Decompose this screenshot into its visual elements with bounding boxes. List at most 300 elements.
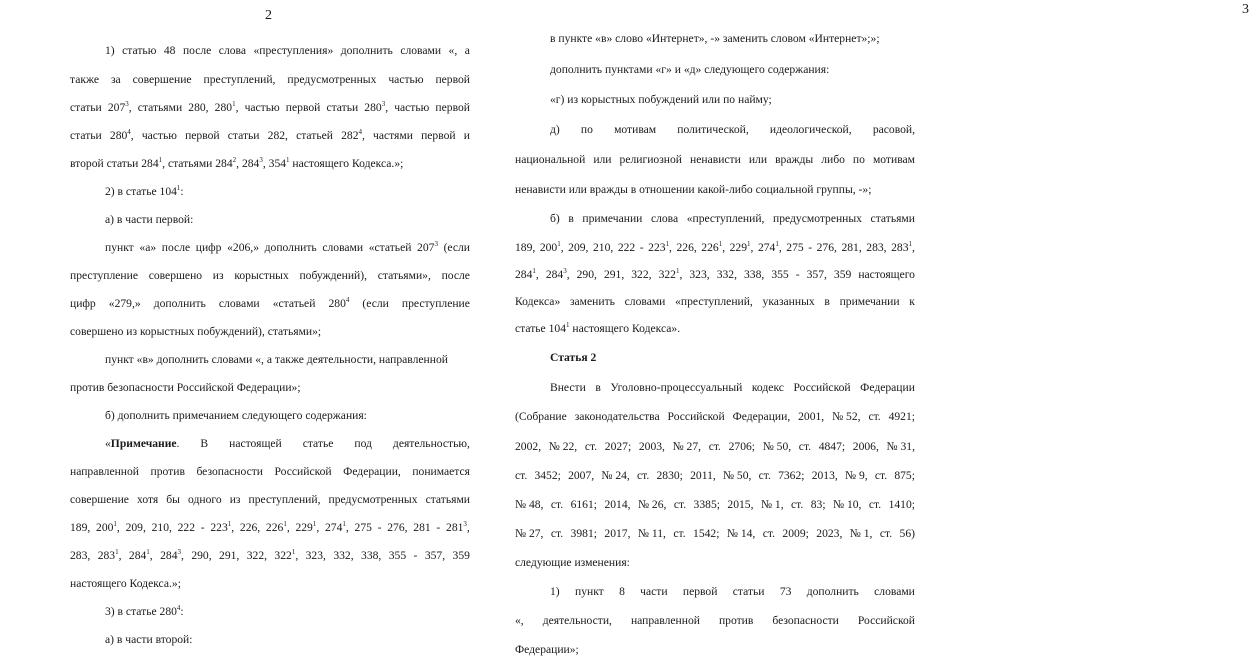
word: статьей <box>296 129 333 142</box>
word: против <box>150 465 185 478</box>
word: 281 <box>413 521 431 534</box>
word: мотивам <box>614 123 657 136</box>
word: в <box>595 381 601 394</box>
word: религиозной <box>619 153 683 166</box>
word: словами <box>322 241 364 254</box>
text-line <box>515 440 915 454</box>
word: 73 <box>779 585 792 598</box>
word: и <box>463 129 470 142</box>
word: безопасности <box>196 465 263 478</box>
word: 357, <box>806 268 827 281</box>
word: 48 <box>163 44 176 57</box>
word: настоящей <box>229 437 282 450</box>
word: б) <box>550 212 560 225</box>
word: деятельностью, <box>392 437 470 450</box>
word: «, <box>448 44 458 57</box>
word: Российской <box>857 614 915 627</box>
word: настоящего <box>858 268 915 281</box>
word: - <box>413 549 418 562</box>
word: примечании <box>839 295 900 308</box>
word: 189, <box>515 241 536 254</box>
word: после <box>441 269 470 282</box>
word: в <box>568 212 574 225</box>
word: 290, <box>576 268 597 281</box>
word: частью <box>388 73 424 86</box>
word: Внести <box>550 381 586 394</box>
word: 323, <box>305 549 326 562</box>
word: 1) <box>550 585 560 598</box>
word: 282, <box>267 129 288 142</box>
word: Российской <box>274 465 332 478</box>
word: $282^4$, <box>341 128 365 142</box>
word: «статьей <box>368 241 412 254</box>
word: $229^1$, <box>295 520 320 534</box>
word: преступлений, <box>203 73 276 86</box>
word: 322, <box>631 268 652 281</box>
word: Федерации, <box>343 465 401 478</box>
word: одного <box>188 493 222 506</box>
word: против <box>718 614 754 627</box>
word: $281^3$, <box>446 520 470 534</box>
word: 4847; <box>818 440 846 453</box>
word: 4921; <box>888 410 915 423</box>
word: (если <box>362 297 389 310</box>
word: частью <box>141 129 177 142</box>
word: словами <box>624 295 666 308</box>
word: $322^1$, <box>274 548 299 562</box>
word: «Примечание. <box>105 437 180 450</box>
text-line <box>70 73 470 87</box>
text-line <box>105 44 470 58</box>
text-line <box>515 295 915 309</box>
word: - <box>808 241 813 254</box>
word: побуждений), <box>299 269 367 282</box>
text-line: против безопасности Российской Федерации»; <box>70 381 301 394</box>
word: законодательства <box>574 410 660 423</box>
word: № 24, <box>601 469 630 482</box>
word: $284^1$, <box>515 267 539 281</box>
word: № 10, <box>832 498 862 511</box>
word: - <box>436 521 441 534</box>
word: 226, <box>676 241 697 254</box>
word: - <box>639 241 644 254</box>
word: 291, <box>219 549 240 562</box>
word: указанных <box>762 295 815 308</box>
word: понимается <box>412 465 470 478</box>
word: заменить <box>569 295 615 308</box>
word: $284^3$, <box>545 267 570 281</box>
word: также <box>70 73 99 86</box>
word: а <box>464 44 470 57</box>
word: первой <box>185 129 220 142</box>
word: Кодекса» <box>515 295 561 308</box>
word: 2014, <box>604 498 631 511</box>
word: преступлений, <box>248 493 321 506</box>
word: 226, <box>239 521 261 534</box>
word: за <box>110 73 121 86</box>
word: 283, <box>70 549 91 562</box>
word: $280^4$ <box>328 296 350 310</box>
word: 6161; <box>570 498 597 511</box>
word: примечании <box>582 212 643 225</box>
word: $283^1$, <box>97 548 122 562</box>
word: 322, <box>246 549 268 562</box>
word: дополнить <box>264 241 317 254</box>
word: статьи <box>70 129 102 142</box>
word: 355 <box>771 268 789 281</box>
word: ст. <box>637 469 650 482</box>
word: $322^1$, <box>658 267 683 281</box>
text-line: а) в части первой: <box>105 213 194 226</box>
word: предусмотренных <box>773 212 862 225</box>
word: статьями», <box>377 269 431 282</box>
text-line <box>105 437 470 451</box>
word: № 52, <box>832 410 861 423</box>
word: 283, <box>866 241 887 254</box>
word: статью <box>122 44 157 57</box>
text-line: «г) из корыстных побуждений или по найму; <box>550 93 772 106</box>
word: дополнить <box>806 585 859 598</box>
text-line: совершено из корыстных побуждений), статьями»; <box>70 325 322 338</box>
word: 357, <box>424 549 446 562</box>
text-line <box>70 129 470 143</box>
word: идеологической, <box>769 123 852 136</box>
text-line <box>70 101 470 115</box>
word: 2006, <box>852 440 879 453</box>
word: «преступлений, <box>675 295 753 308</box>
word: 280, <box>188 101 209 114</box>
word: № 50, <box>722 469 752 482</box>
word: 189, <box>70 521 91 534</box>
word: 875; <box>894 469 915 482</box>
word: 1410; <box>888 498 915 511</box>
word: - <box>377 521 382 534</box>
word: 3385; <box>693 498 720 511</box>
word: 359 <box>452 549 470 562</box>
word: № 48, <box>515 498 544 511</box>
word: № 50, <box>762 440 792 453</box>
word: № 22, <box>548 440 578 453</box>
word: после <box>182 44 212 57</box>
word: корыстных <box>234 269 289 282</box>
word: $280^4$, <box>109 128 134 142</box>
text-line <box>515 498 915 512</box>
word: по <box>852 153 865 166</box>
word: «279,» <box>108 297 141 310</box>
word: ст. <box>874 469 888 482</box>
text-line <box>550 212 915 226</box>
word: статьи <box>227 129 260 142</box>
word: ст. <box>515 469 528 482</box>
word: 83; <box>810 498 826 511</box>
word: безопасности <box>772 614 839 627</box>
word: первой <box>435 101 470 114</box>
word: 2002, <box>515 440 542 453</box>
word: 359 <box>833 268 852 281</box>
word: ст. <box>868 498 882 511</box>
word: либо <box>821 153 845 166</box>
word: под <box>354 437 372 450</box>
word: 1) <box>105 44 115 57</box>
word: мотивам <box>872 153 915 166</box>
word: 56) <box>899 527 915 540</box>
word: совершение <box>70 493 129 506</box>
word: слова <box>218 44 246 57</box>
text-line <box>70 269 470 283</box>
word: 338, <box>361 549 382 562</box>
text-line <box>515 268 915 282</box>
word: 2001, <box>798 410 825 423</box>
word: 2009; <box>782 527 809 540</box>
word: словами <box>218 297 260 310</box>
word: № 9, <box>845 469 868 482</box>
text-line <box>515 469 915 483</box>
word: (если <box>443 241 470 254</box>
word: бы <box>166 493 180 506</box>
word: 209, <box>125 521 146 534</box>
page-number: 2 <box>265 8 272 23</box>
word: $284^3$, <box>160 548 184 562</box>
word: № 14, <box>726 527 756 540</box>
word: ст. <box>762 527 775 540</box>
word: статьи <box>732 585 765 598</box>
word: 323, <box>689 268 710 281</box>
text-line: Федерации»; <box>515 643 579 656</box>
text-line: статье $104^1$ настоящего Кодекса». <box>515 321 681 335</box>
word: $200^1$, <box>539 240 564 254</box>
word: 1542; <box>693 527 720 540</box>
word: $280^1$, <box>214 100 239 114</box>
word: № 27, <box>672 440 702 453</box>
word: 3981; <box>570 527 597 540</box>
word: «а» <box>139 241 157 254</box>
word: словами <box>874 585 915 598</box>
word: 209, <box>568 241 589 254</box>
word: 355 <box>388 549 407 562</box>
word: - <box>200 521 205 534</box>
text-line <box>70 493 470 507</box>
word: ст. <box>550 527 564 540</box>
word: направленной <box>70 465 140 478</box>
word: предусмотренных <box>328 493 418 506</box>
text-line <box>515 241 915 255</box>
word: $226^1$, <box>701 240 726 254</box>
word: ст. <box>584 440 598 453</box>
word: ст. <box>791 498 804 511</box>
word: цифр <box>70 297 96 310</box>
word: «статьей <box>272 297 316 310</box>
word: $223^1$, <box>648 240 672 254</box>
word: статьями <box>870 212 915 225</box>
document-page-right <box>500 0 1249 656</box>
text-line <box>70 465 470 479</box>
word: пункт <box>574 585 604 598</box>
word: 210, <box>151 521 172 534</box>
word: 275 <box>786 241 804 254</box>
word: 2830; <box>656 469 683 482</box>
word: политической, <box>677 123 749 136</box>
word: 290, <box>191 549 212 562</box>
word: № 1, <box>760 498 784 511</box>
word: частями <box>373 129 413 142</box>
word: 276, <box>387 521 408 534</box>
word: ст. <box>708 440 721 453</box>
word: Российской <box>793 381 851 394</box>
word: дополнить <box>153 297 206 310</box>
word: ст. <box>798 440 812 453</box>
word: № 11, <box>637 527 666 540</box>
text-line <box>550 381 915 395</box>
word: ст. <box>758 469 771 482</box>
word: слова <box>650 212 679 225</box>
word: 276, <box>816 241 837 254</box>
word: $280^3$, <box>364 100 389 114</box>
word: $274^1$, <box>324 520 349 534</box>
word: 275 <box>354 521 372 534</box>
word: ст. <box>550 498 564 511</box>
word: ст. <box>879 527 893 540</box>
word: 210, <box>592 241 614 254</box>
text-line <box>515 614 915 628</box>
word: преступление <box>401 297 470 310</box>
word: «преступлений, <box>686 212 765 225</box>
word: 7362; <box>778 469 805 482</box>
text-line: пункт «в» дополнить словами «, а также деятельности, направленной <box>105 353 448 366</box>
word: Федерации, <box>732 410 791 423</box>
word: статьи <box>70 101 102 114</box>
word: $274^1$, <box>757 240 782 254</box>
text-line: 2) в статье $104^1$: <box>105 184 184 198</box>
word: «, <box>515 614 524 627</box>
text-line: б) дополнить примечанием следующего содержания: <box>105 409 367 422</box>
text-line: 3) в статье $280^4$: <box>105 604 184 618</box>
word: частью <box>394 101 430 114</box>
word: ст. <box>673 498 687 511</box>
text-line: а) в части второй: <box>105 633 193 646</box>
text-line <box>550 585 915 599</box>
word: статьями <box>425 493 470 506</box>
text-line: второй статьи $284^1$, статьями $284^2$, $284^3$, $354^1$ настоящего Кодекса.»; <box>70 156 404 170</box>
word: 291, <box>603 268 625 281</box>
word: совершено <box>148 269 203 282</box>
word: В <box>200 437 209 450</box>
text-line <box>70 521 470 535</box>
word: хотя <box>136 493 159 506</box>
word: пункт <box>105 241 134 254</box>
word: преступление <box>70 269 138 282</box>
text-line: следующие изменения: <box>515 556 630 569</box>
word: 332, <box>716 268 737 281</box>
word: $207^3$, <box>107 100 132 114</box>
text-line <box>515 527 915 541</box>
text-line <box>550 123 915 137</box>
word: 2015, <box>727 498 754 511</box>
document-page-left <box>0 0 500 654</box>
word: расовой, <box>872 123 915 136</box>
word: 281, <box>841 241 862 254</box>
text-line <box>70 549 470 563</box>
word: «преступления» <box>253 44 334 57</box>
word: $229^1$, <box>729 240 754 254</box>
word: после <box>161 241 191 254</box>
word: или <box>593 153 612 166</box>
word: $226^1$, <box>265 520 290 534</box>
word: 2003, <box>638 440 665 453</box>
word: 2023, <box>816 527 843 540</box>
text-line <box>105 241 470 255</box>
word: вражды <box>775 153 814 166</box>
text-line <box>515 410 915 424</box>
word: дополнить <box>340 44 393 57</box>
word: № 26, <box>637 498 667 511</box>
word: 332, <box>333 549 354 562</box>
word: № 27, <box>515 527 544 540</box>
word: 338, <box>744 268 765 281</box>
word: к <box>909 295 915 308</box>
word: $223^1$, <box>210 520 235 534</box>
word: предусмотренных <box>287 73 377 86</box>
word: (Собрание <box>515 410 567 423</box>
word: 3452; <box>534 469 561 482</box>
word: 2017, <box>604 527 631 540</box>
word: 8 <box>619 585 625 598</box>
word: 2706; <box>728 440 756 453</box>
word: 2013, <box>811 469 838 482</box>
word: $284^1$, <box>128 548 153 562</box>
word: Российской <box>667 410 725 423</box>
word: 2011, <box>690 469 716 482</box>
text-line <box>70 297 470 311</box>
word: статье <box>302 437 334 450</box>
word: $200^1$, <box>96 520 120 534</box>
word: из <box>212 269 224 282</box>
word: первой <box>421 129 456 142</box>
word: цифр <box>195 241 222 254</box>
word: Федерации <box>860 381 915 394</box>
word: совершение <box>132 73 192 86</box>
word: № 31, <box>886 440 915 453</box>
word: словами <box>400 44 442 57</box>
word: 2027; <box>604 440 632 453</box>
word: части <box>640 585 668 598</box>
word: № 1, <box>849 527 873 540</box>
text-line: дополнить пунктами «г» и «д» следующего содержания: <box>550 63 830 76</box>
text-line: в пункте «в» слово «Интернет», -» заменить словом «Интернет»;»; <box>550 32 880 45</box>
word: ст. <box>673 527 686 540</box>
word: $207^3$ <box>417 240 438 254</box>
word: ненависти <box>690 153 741 166</box>
word: 2007, <box>568 469 595 482</box>
word: д) <box>550 123 560 136</box>
word: Уголовно-процессуальный <box>610 381 743 394</box>
word: в <box>824 295 830 308</box>
word: или <box>748 153 768 166</box>
text-line: настоящего Кодекса.»; <box>70 577 181 590</box>
word: статьи <box>326 101 359 114</box>
word: направленной <box>630 614 700 627</box>
page-number: 3 <box>1242 2 1249 17</box>
word: первой <box>682 585 718 598</box>
word: 222 <box>177 521 196 534</box>
word: первой <box>435 73 470 86</box>
word: - <box>795 268 800 281</box>
word: деятельности, <box>542 614 612 627</box>
word: $283^1$, <box>891 240 915 254</box>
text-line: ненависти или вражды в отношении какой-либо социальной группы, -»; <box>515 183 872 196</box>
word: национальной <box>515 153 586 166</box>
text-line: Статья 2 <box>550 351 597 364</box>
word: кодекс <box>751 381 784 394</box>
